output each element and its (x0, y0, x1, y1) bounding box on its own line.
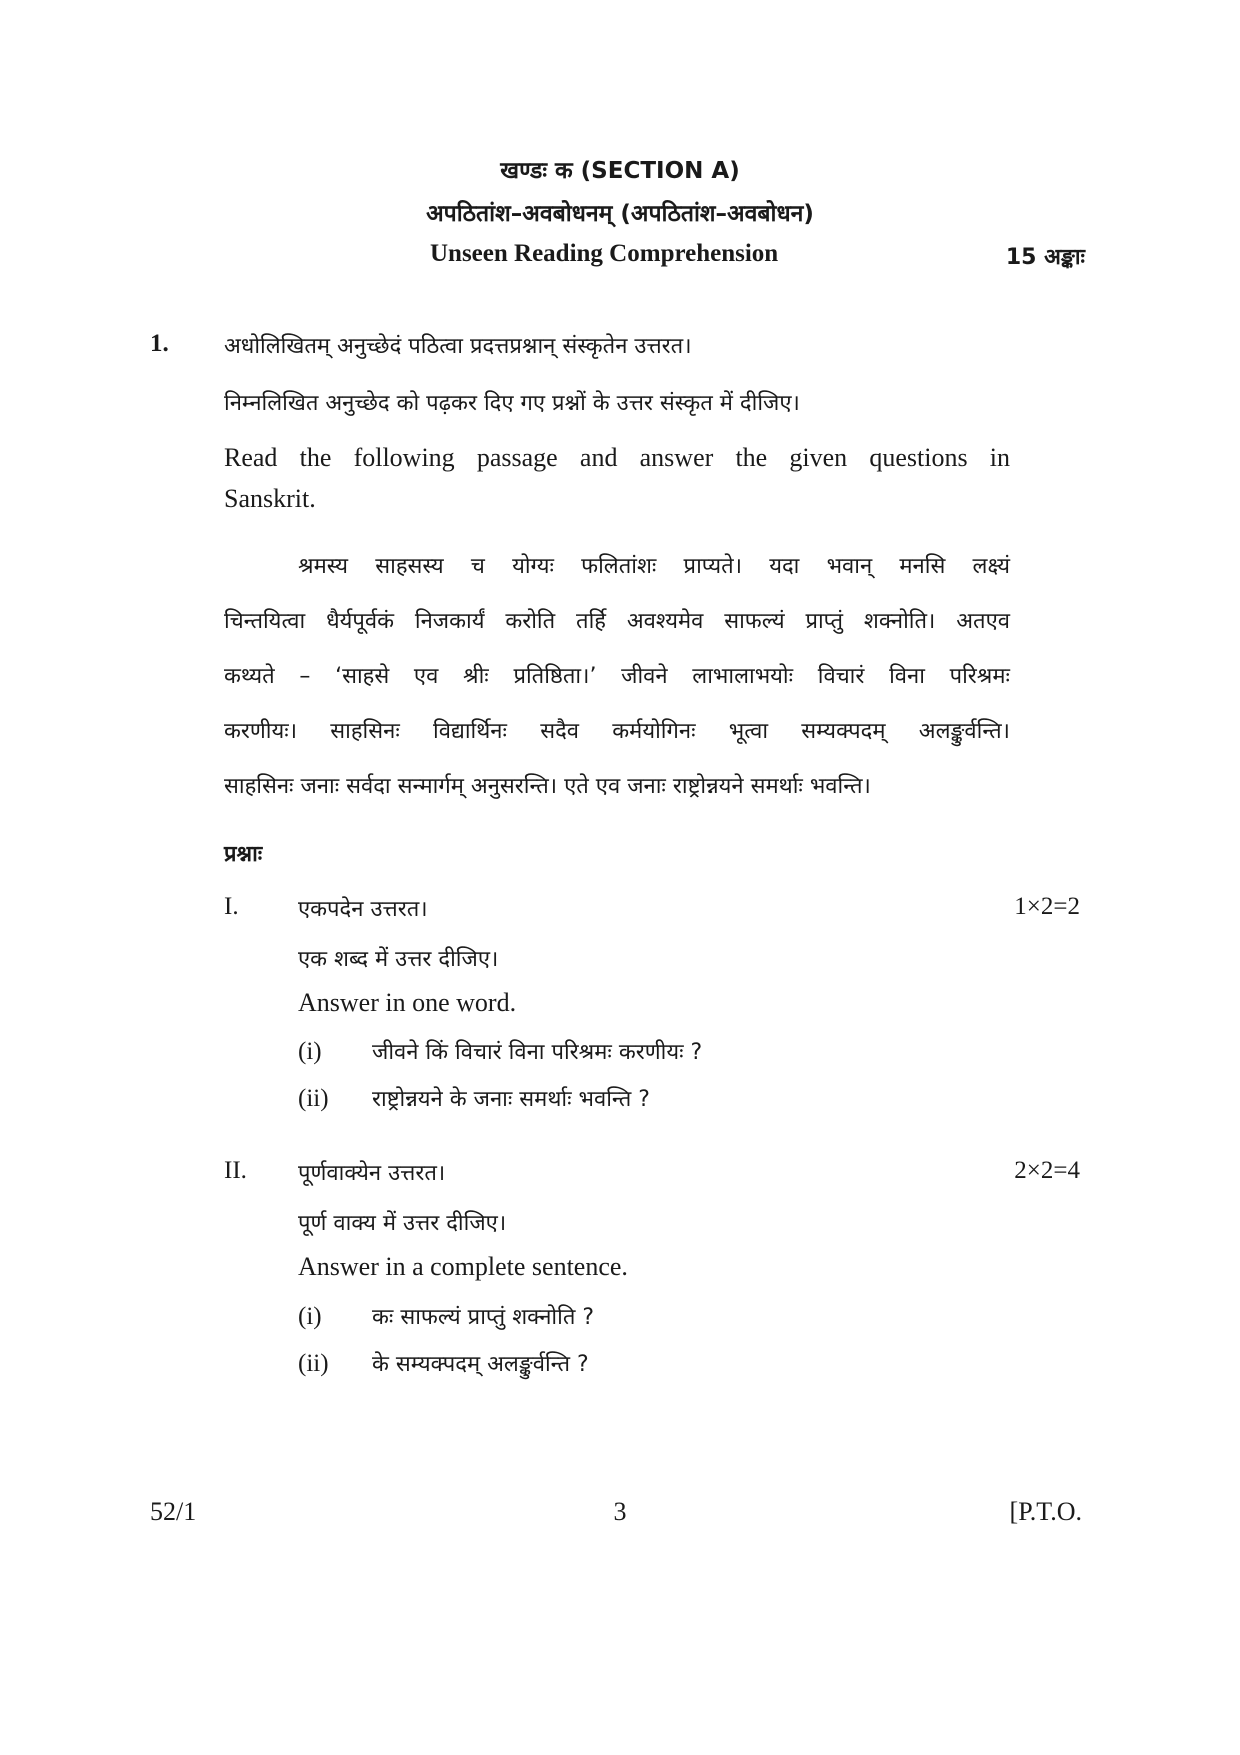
item-label: (i) (298, 1038, 322, 1065)
instruction-english-cont: Sanskrit. (224, 484, 316, 513)
part-instruction-sanskrit: एकपदेन उत्तरत। (298, 897, 428, 922)
english-title: Unseen Reading Comprehension (430, 240, 779, 267)
item-label: (ii) (298, 1085, 329, 1112)
section-heading: खण्डः क (SECTION A) (500, 158, 740, 184)
instruction-sanskrit: अधोलिखितम् अनुच्छेदं पठित्वा प्रदत्तप्रश्नान् संस्कृतेन उत्तरत। (224, 334, 692, 359)
part-instruction-sanskrit: पूर्णवाक्येन उत्तरत। (298, 1161, 446, 1186)
item-text: कः साफल्यं प्राप्तुं शक्नोति ? (372, 1305, 595, 1330)
pto-label: [P.T.O. (1009, 1497, 1082, 1526)
total-marks: 15 अङ्काः (1005, 245, 1085, 270)
part-instruction-english: Answer in one word. (298, 988, 517, 1017)
passage-line: चिन्तयित्वा धैर्यपूर्वकं निजकार्यं करोति तर्हि अवश्यमेव साफल्यं प्राप्तुं शक्नोति। अतएव (224, 609, 1010, 634)
passage-line: कथ्यते – ‘साहसे एव श्रीः प्रतिष्ठिता।’ जीवने लाभालाभयोः विचारं विना परिश्रमः (224, 664, 1010, 689)
instruction-hindi: निम्नलिखित अनुच्छेद को पढ़कर दिए गए प्रश्नों के उत्तर संस्कृत में दीजिए। (224, 391, 800, 416)
instruction-english: Read the following passage and answer the given questions in (224, 443, 1010, 472)
item-label: (ii) (298, 1350, 329, 1377)
part-numeral: I. (224, 893, 239, 920)
part-numeral: II. (224, 1157, 247, 1184)
item-text: के सम्यक्पदम् अलङ्कुर्वन्ति ? (372, 1352, 589, 1377)
paper-code: 52/1 (150, 1497, 197, 1526)
section-subtitle: अपठितांश–अवबोधनम् (अपठितांश–अवबोधन) (426, 201, 814, 227)
part-marks: 1×2=2 (1014, 893, 1080, 920)
item-label: (i) (298, 1303, 322, 1330)
part-instruction-english: Answer in a complete sentence. (298, 1252, 628, 1281)
part-instruction-hindi: एक शब्द में उत्तर दीजिए। (298, 947, 499, 972)
part-marks: 2×2=4 (1014, 1157, 1080, 1184)
passage-line: करणीयः। साहसिनः विद्यार्थिनः सदैव कर्मयोगिनः भूत्वा सम्यक्पदम् अलङ्कुर्वन्ति। (224, 719, 1010, 744)
questions-heading: प्रश्नाः (224, 842, 263, 867)
item-text: जीवने किं विचारं विना परिश्रमः करणीयः ? (372, 1040, 703, 1065)
part-instruction-hindi: पूर्ण वाक्य में उत्तर दीजिए। (298, 1211, 507, 1236)
item-text: राष्ट्रोन्नयने के जनाः समर्थाः भवन्ति ? (372, 1087, 650, 1112)
passage-line: साहसिनः जनाः सर्वदा सन्मार्गम् अनुसरन्ति। एते एव जनाः राष्ट्रोन्नयने समर्थाः भवन्ति। (224, 774, 871, 799)
question-number: 1. (150, 330, 169, 357)
passage-line: श्रमस्य साहसस्य च योग्यः फलितांशः प्राप्यते। यदा भवान् मनसि लक्ष्यं (298, 554, 1010, 579)
page-number: 3 (613, 1497, 627, 1526)
